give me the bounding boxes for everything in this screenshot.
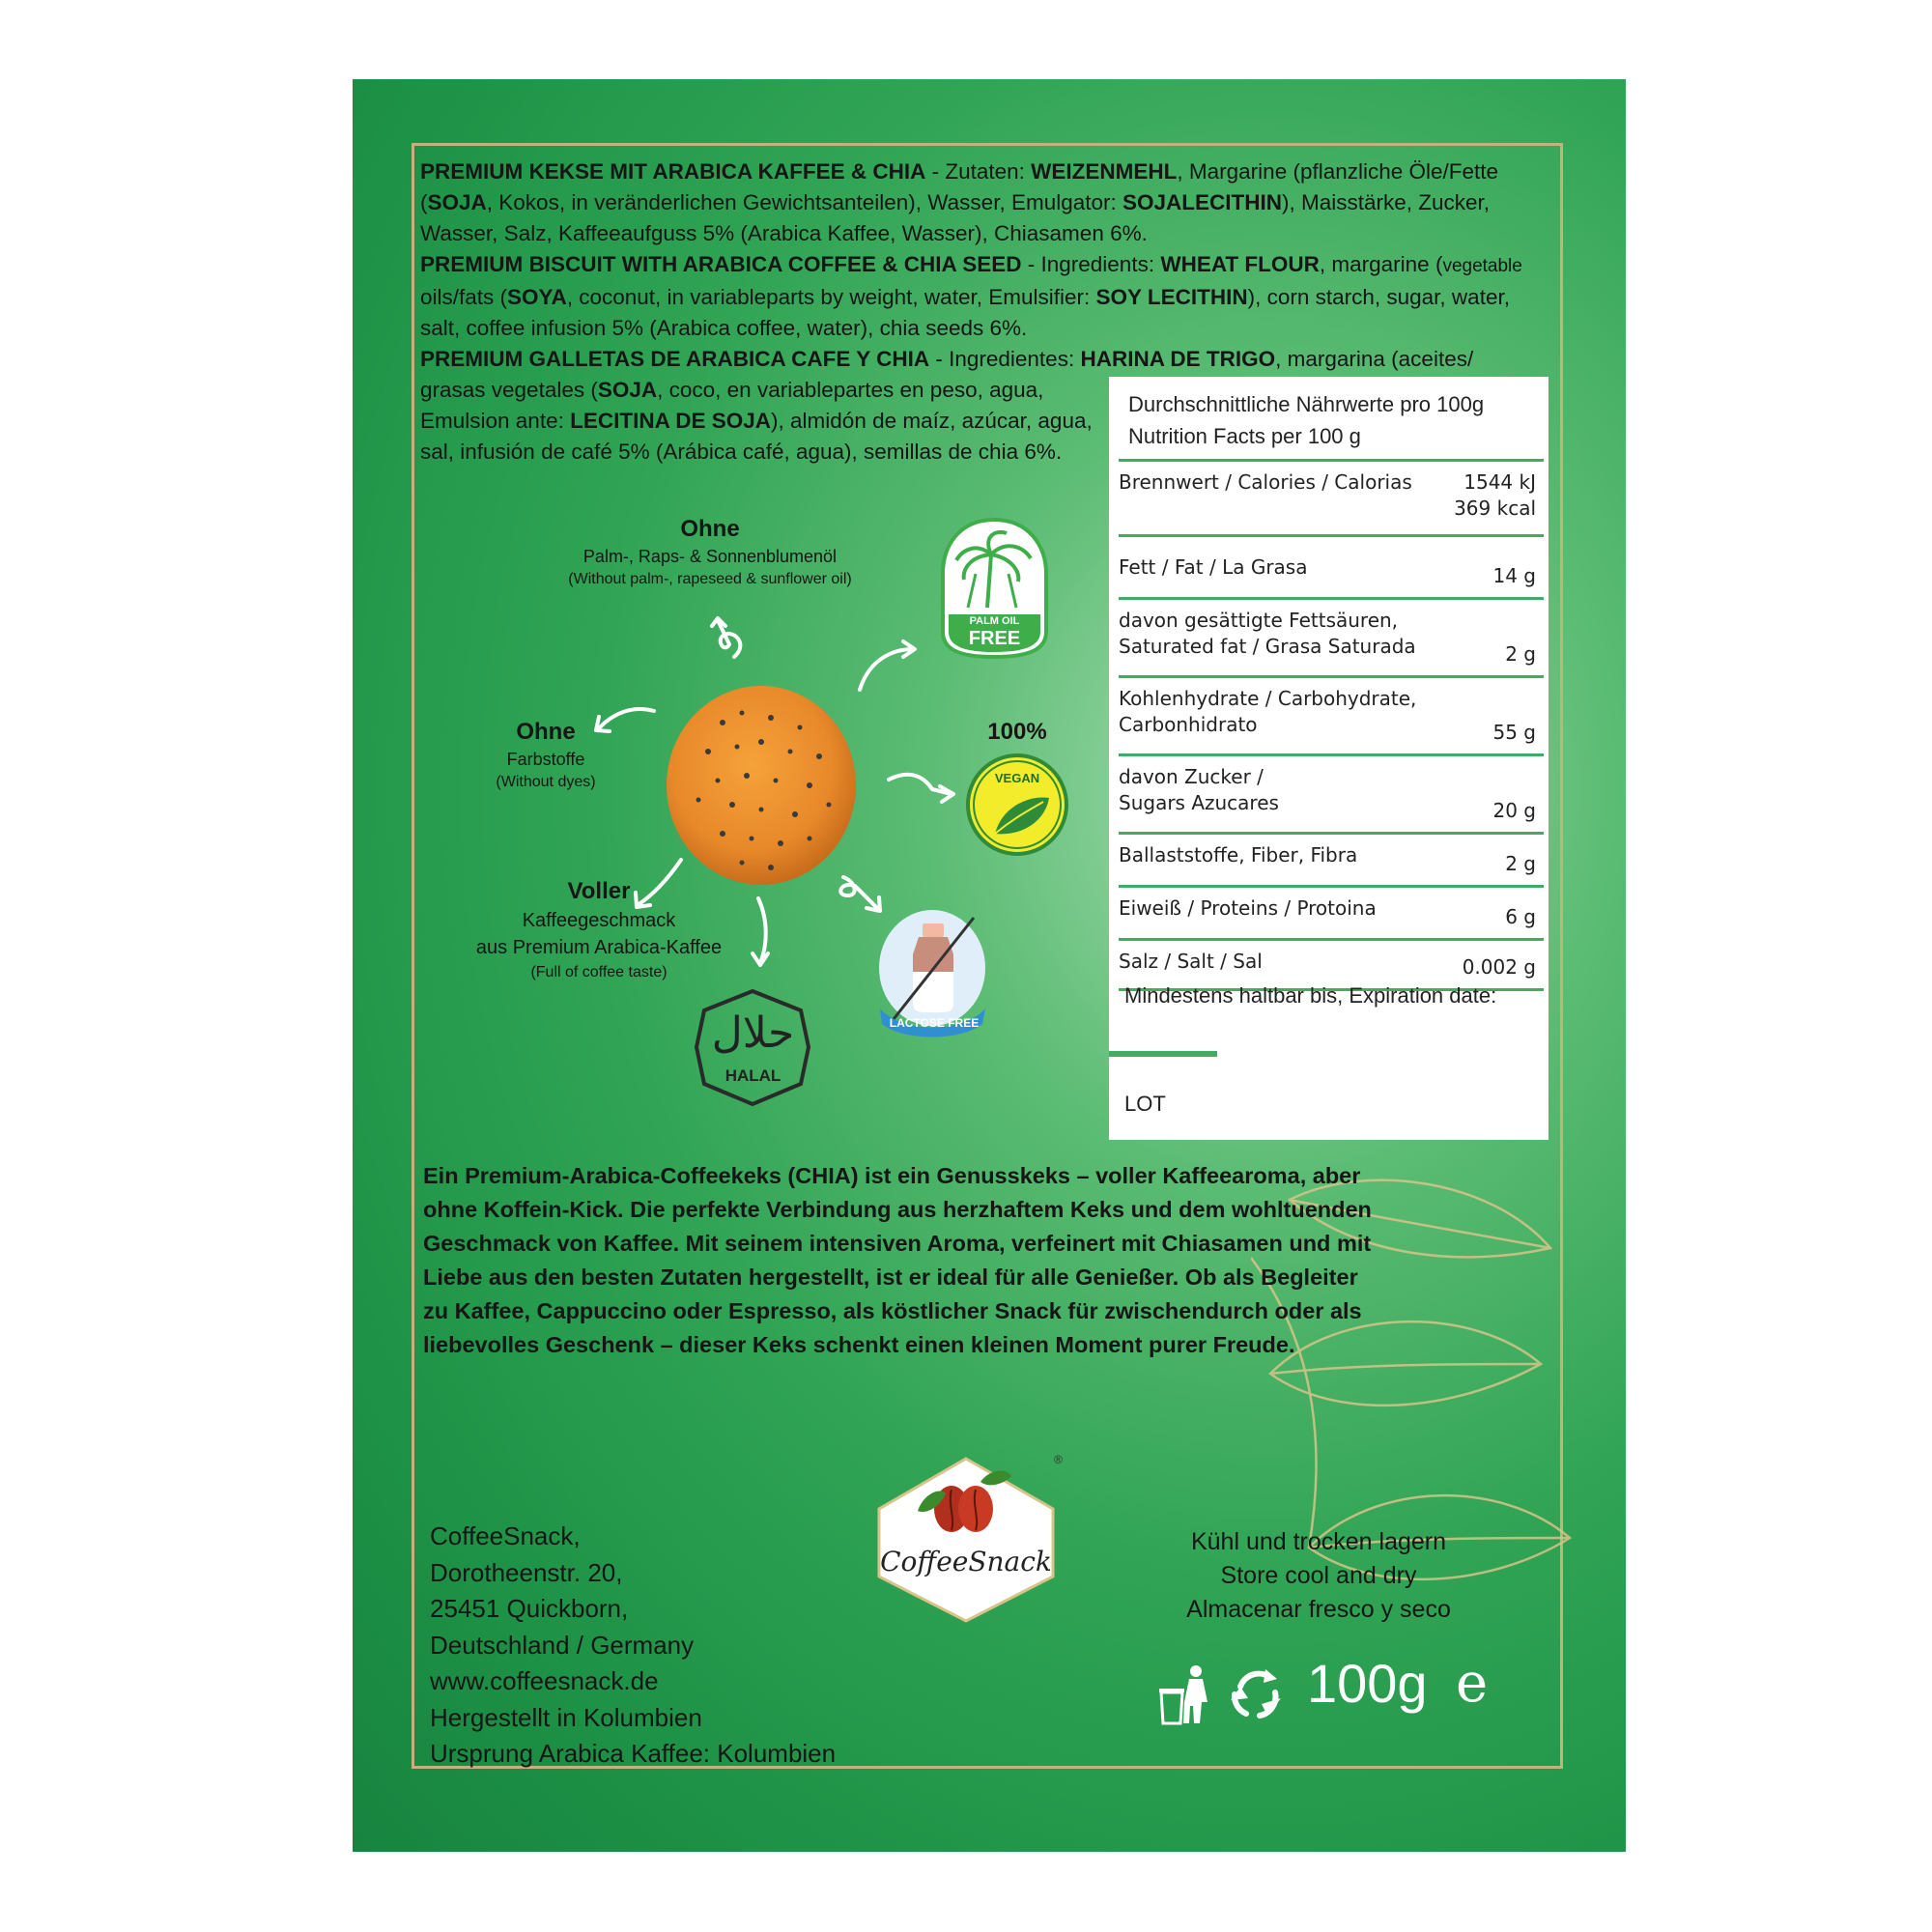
ingredients-en: PREMIUM BISCUIT WITH ARABICA COFFEE & CHIA SEED - Ingredients: WHEAT FLOUR, margarine (vegetable oils/fats (SOYA, coconut, in variableparts by weight, water, Emulsifier: SOY LECITHIN), corn starch, sugar, water, salt, coffee infusion 5% (Arabica coffee, water), chia seeds 6%. [420, 252, 1522, 340]
estimated-sign: e [1456, 1652, 1489, 1715]
coffeesnack-logo: CoffeeSnack ® [865, 1451, 1067, 1625]
nutrition-row-fiber: Ballaststoffe, Fiber, Fibra 2 g [1119, 832, 1544, 885]
nutrition-row-sugars: davon Zucker / Sugars Azucares 20 g [1119, 753, 1544, 832]
expiry-label: Mindestens haltbar bis, Expiration date: [1124, 983, 1497, 1008]
vegan-leaf-icon [964, 752, 1070, 858]
manufacturer-address: CoffeeSnack, Dorotheenstr. 20, 25451 Quickborn, Deutschland / Germany www.coffeesnack.de Hergestellt in Kolumbien Ursprung Arabica Kaffee: Kolumbien [430, 1521, 837, 1768]
ingredients-es-line1: PREMIUM GALLETAS DE ARABICA CAFE Y CHIA - Ingredientes: HARINA DE TRIGO, margarina (aceites/ [420, 347, 1474, 371]
logo-shape [865, 1451, 1067, 1625]
arrow-right [889, 775, 952, 794]
lactose-free-badge: LACTOSE FREE [872, 908, 993, 1038]
arrow-left [599, 709, 654, 728]
halal-badge: حلال HALAL [693, 987, 813, 1108]
nutrition-heading: Durchschnittliche Nährwerte pro 100g Nutrition Facts per 100 g [1128, 392, 1485, 448]
nutrition-row-saturated: davon gesättigte Fettsäuren, Saturated fat / Grasa Saturada 2 g [1119, 597, 1544, 675]
recycle-bin-icon [1157, 1663, 1215, 1727]
palm-oil-free-badge: PALM OIL FREE [939, 516, 1050, 661]
net-weight: 100g [1307, 1653, 1428, 1714]
website-link[interactable]: www.coffeesnack.de [430, 1666, 659, 1695]
arrow-down-right [840, 877, 879, 910]
product-description: Ein Premium-Arabica-Coffeekeks (CHIA) ist ein Genusskeks – voller Kaffeearoma, aber ohne Koffein-Kick. Die perfekte Verbindung aus herzhaftem Keks und dem wohltuenden Geschmack von Kaffee. Mit seinem intensiven Aroma, verfeinert mit Chiasamen und mit Liebe aus den besten Zutaten hergestellt, ist er ideal für alle Genießer. Ob als Begleiter zu Kaffee, Cappuccino oder Espresso, als köstlicher Snack für zwischendurch oder als liebevolles Geschenk – dieser Keks schenkt einen kleinen Moment purer Freude. [423, 1163, 1372, 1357]
claim-no-palm-oil: Ohne Palm-, Raps- & Sonnenblumenöl (Without palm-, rapeseed & sunflower oil) [568, 516, 852, 587]
ingredients-de: PREMIUM KEKSE MIT ARABICA KAFFEE & CHIA - Zutaten: WEIZENMEHL, Margarine (pflanzliche Öle/Fette (SOJA, Kokos, in veränderlichen Gewichtsanteilen), Wasser, Emulgator: SOJALECITHIN), Maisstärke, Zucker, Wasser, Salz, Kaffeeaufguss 5% (Arabica Kaffee, Wasser), Chiasamen 6%. [420, 159, 1499, 245]
package-back-panel [353, 79, 1626, 1852]
arrow-up [718, 620, 740, 657]
nutrition-row-fat: Fett / Fat / La Grasa 14 g [1119, 534, 1544, 597]
claim-no-dyes: Ohne Farbstoffe (Without dyes) [496, 719, 596, 790]
arrow-down [758, 898, 766, 963]
nutrition-row-protein: Eiweiß / Proteins / Protoina 6 g [1119, 885, 1544, 938]
claim-arrows [353, 79, 1319, 1142]
storage-instructions: Kühl und trocken lagern Store cool and dry Almacenar fresco y seco [1186, 1528, 1451, 1623]
arrow-down-left [638, 860, 681, 905]
claim-full-coffee: Voller Kaffeegeschmack aus Premium Arabica-Kaffee (Full of coffee taste) [475, 878, 723, 980]
nutrition-row-energy: Brennwert / Calories / Calorias 1544 kJ 369 kcal [1119, 459, 1544, 534]
ingredients-es-rest: grasas vegetales (SOJA, coco, en variablepartes en peso, agua, Emulsion ante: LECITINA DE SOJA), almidón de maíz, azúcar, agua, sal, infusión de café 5% (Arábica café, agua), semillas de chia 6%. [420, 378, 1093, 464]
nutrition-row-salt: Salz / Salt / Sal 0.002 g [1119, 938, 1544, 991]
nutrition-row-carbs: Kohlenhydrate / Carbohydrate, Carbonhidrato 55 g [1119, 675, 1544, 753]
vegan-badge: 100% VEGAN [964, 719, 1070, 863]
lot-label: LOT [1124, 1092, 1166, 1116]
recycle-arrows-icon [1227, 1665, 1285, 1723]
